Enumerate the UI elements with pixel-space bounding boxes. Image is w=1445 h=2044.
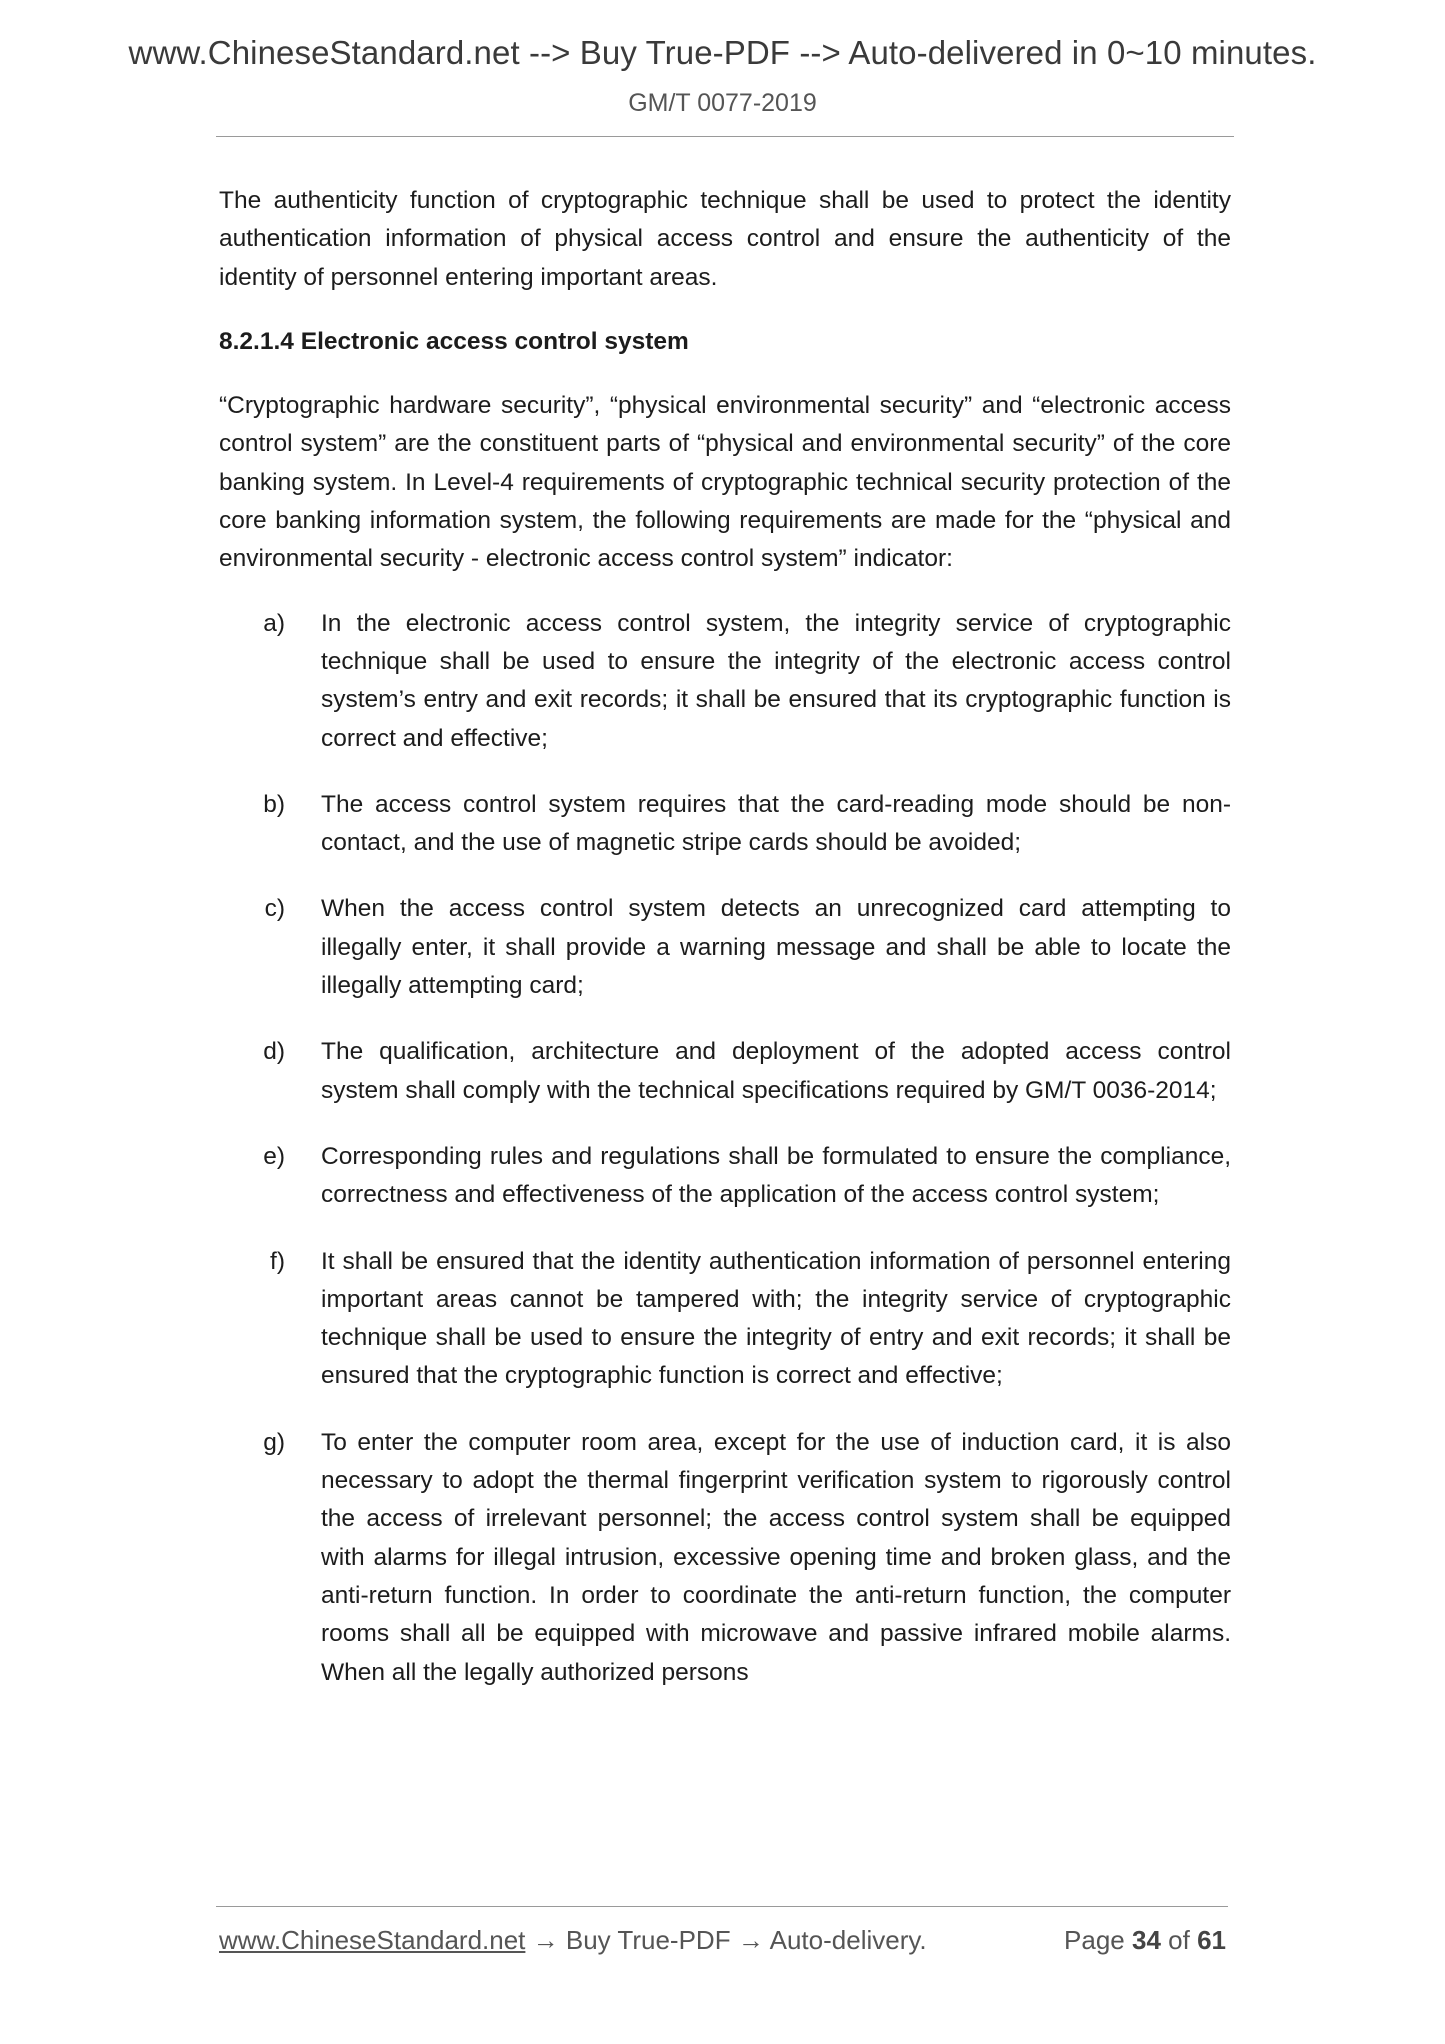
footer-delivery-text: Auto-delivery.: [769, 1925, 927, 1955]
list-marker: b): [263, 790, 285, 818]
page-content: [219, 182, 1231, 1720]
list-marker: f): [270, 1247, 285, 1275]
list-marker: d): [263, 1038, 285, 1066]
list-item-b: [219, 786, 1231, 863]
opening-paragraph: The authenticity function of cryptographic technique shall be used to protect the identity authentication information of physical access control and ensure the authenticity of the identity of personnel entering important areas.: [219, 187, 1231, 291]
list-item-text: Corresponding rules and regulations shall be formulated to ensure the compliance, correctness and effectiveness of the application of the access control system;: [321, 1142, 1231, 1209]
document-code: GM/T 0077-2019: [628, 89, 817, 117]
list-item-text: In the electronic access control system, the integrity service of cryptographic technique shall be used to ensure the integrity of the electronic access control system’s entry and exit records; it shall be ensured that its cryptographic function is correct and effective;: [321, 609, 1231, 752]
list-item-g: [219, 1424, 1231, 1692]
page-label: Page: [1064, 1925, 1125, 1955]
list-item-f: [219, 1243, 1231, 1396]
page-current: 34: [1132, 1925, 1161, 1955]
list-item-text: The access control system requires that the card-reading mode should be non-contact, and the use of magnetic stripe cards should be avoided;: [321, 790, 1231, 857]
intro-paragraph: “Cryptographic hardware security”, “physical environmental security” and “electronic access control system” are the constituent parts of “physical and environmental security” of the core banking system. In Level-4 requirements of cryptographic technical security protection of the core banking information system, the following requirements are made for the “physical and environmental security - electronic access control system” indicator:: [219, 392, 1231, 573]
top-banner: www.ChineseStandard.net --> Buy True-PDF --> Auto-delivered in 0~10 minutes.: [128, 34, 1317, 71]
page-number: [1064, 1925, 1226, 1956]
list-item-text: It shall be ensured that the identity authentication information of personnel entering important areas cannot be tampered with; the integrity service of cryptographic technique shall be used to ensure the integrity of entry and exit records; it shall be ensured that the cryptographic function is correct and effective;: [321, 1247, 1231, 1390]
list-item-a: [219, 605, 1231, 758]
list-marker: c): [264, 895, 285, 923]
footer-site-link[interactable]: www.ChineseStandard.net: [219, 1925, 526, 1955]
list-item-c: [219, 890, 1231, 1005]
page-footer: [219, 1925, 1231, 1956]
list-item-text: The qualification, architecture and deployment of the adopted access control system shall comply with the technical specifications required by GM/T 0036-2014;: [321, 1038, 1231, 1104]
list-item-text: To enter the computer room area, except for the use of induction card, it is also necessary to adopt the thermal fingerprint verification system to rigorously control the access of irrelevant personnel; the access control system shall be equipped with alarms for illegal intrusion, excessive opening time and broken glass, and the anti-return function. In order to coordinate the anti-return function, the computer rooms shall all be equipped with microwave and passive infrared mobile alarms. When all the legally authorized persons: [321, 1428, 1231, 1686]
list-marker: g): [263, 1428, 285, 1456]
page-total: 61: [1197, 1925, 1226, 1955]
list-marker: e): [263, 1142, 285, 1170]
list-item-e: [219, 1138, 1231, 1215]
arrow-icon: →: [532, 1925, 559, 1955]
arrow-icon: →: [737, 1925, 764, 1955]
footer-divider: [216, 1906, 1228, 1907]
list-item-text: When the access control system detects an unrecognized card attempting to illegally enter, it shall provide a warning message and shall be able to locate the illegally attempting card;: [321, 895, 1231, 1000]
requirements-list: [219, 605, 1231, 1692]
section-heading: 8.2.1.4 Electronic access control system: [219, 327, 689, 355]
header-divider: [216, 136, 1234, 137]
list-marker: a): [263, 609, 285, 637]
footer-buy-text: Buy True-PDF: [565, 1925, 731, 1955]
page-of: of: [1168, 1925, 1190, 1955]
list-item-d: [219, 1033, 1231, 1110]
